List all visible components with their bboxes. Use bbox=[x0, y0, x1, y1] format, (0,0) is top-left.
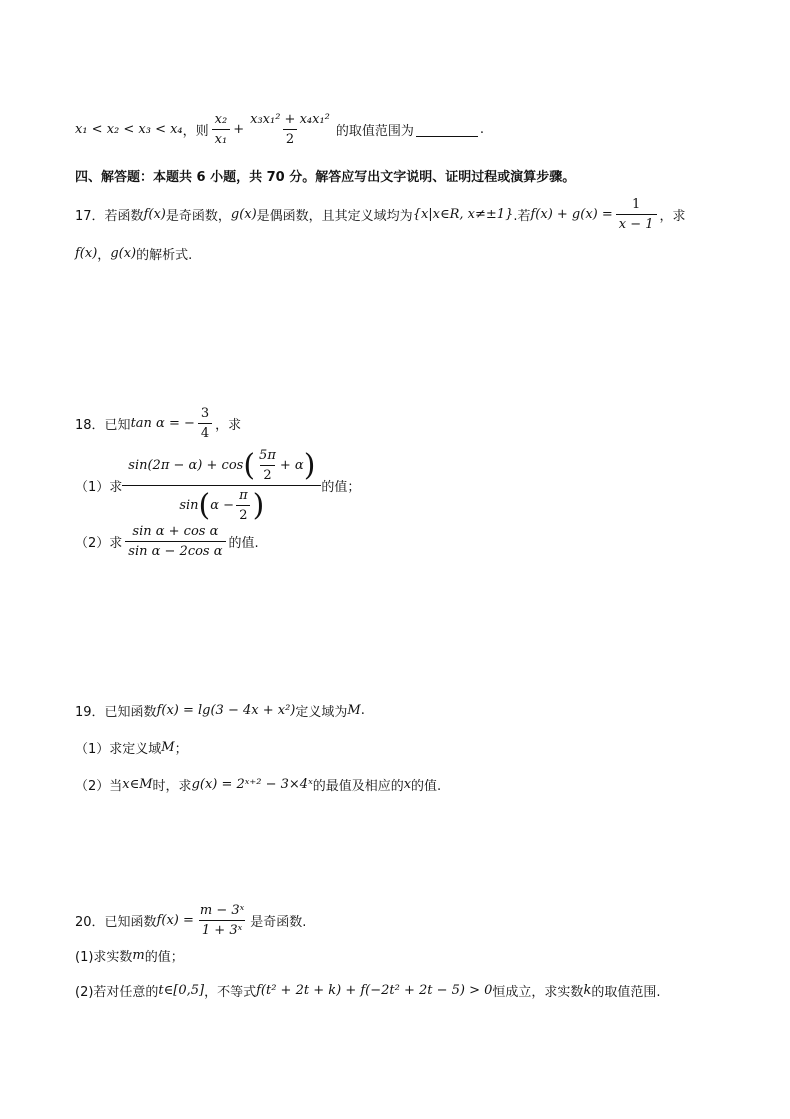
answer-blank bbox=[416, 123, 478, 137]
q20-p2-a: (2)若对任意的 bbox=[75, 985, 159, 1000]
q16-frac1-den: x₁ bbox=[212, 129, 231, 147]
q17-number: 17． bbox=[75, 209, 105, 224]
q18-tan-den: 4 bbox=[198, 423, 212, 441]
q19-p2-end: 的值. bbox=[411, 779, 442, 794]
q18-p2-fraction bbox=[125, 524, 225, 559]
q18-number: 18． bbox=[75, 418, 105, 433]
section-heading: 四、解答题：本题共 6 小题，共 70 分。解答应写出文字说明、证明过程或演算步骤。 bbox=[75, 170, 576, 185]
q16-plus: + bbox=[233, 122, 245, 137]
q19-func: f(x) = lg(3 − 4x + x²) bbox=[156, 703, 296, 718]
q18-p1-den-b: α − bbox=[210, 498, 235, 513]
q18-p1-numerator bbox=[122, 448, 321, 485]
right-paren: ) bbox=[303, 447, 316, 483]
q18-p1-end: 的值； bbox=[321, 480, 361, 495]
q20-p2-cond: t∈[0,5] bbox=[158, 983, 205, 998]
q16-frac2-den: 2 bbox=[283, 129, 297, 147]
q18-p2-den: sin α − 2cos α bbox=[125, 541, 225, 559]
q20-p2-k: k bbox=[583, 983, 592, 998]
q17-part-c: 是偶函数，且其定义域均为 bbox=[256, 209, 413, 224]
q20-p1-m: m bbox=[132, 948, 145, 963]
q19-p1: （1）求定义域 bbox=[75, 742, 162, 757]
q20-part-2 bbox=[75, 981, 660, 1000]
q17-line2-g: g(x) bbox=[110, 246, 137, 261]
left-paren: ( bbox=[243, 447, 256, 483]
q19-line-1 bbox=[75, 701, 365, 720]
q17-f: f(x) bbox=[143, 207, 166, 222]
q17-part-a: 若函数 bbox=[104, 209, 144, 224]
q17-line-1 bbox=[75, 197, 686, 232]
q18-tan: tan α = − bbox=[130, 416, 195, 431]
q16-tail bbox=[75, 112, 484, 147]
q20-p2-b: ，不等式 bbox=[204, 985, 257, 1000]
q20-number: 20． bbox=[75, 915, 105, 930]
q18-p1-den-frac-num: π bbox=[239, 488, 248, 503]
left-paren: ( bbox=[198, 487, 211, 523]
q18-p1-den-frac-den: 2 bbox=[236, 505, 250, 523]
q19-p1-end: ； bbox=[174, 742, 188, 757]
q18-p1-denominator bbox=[122, 485, 321, 523]
q18-line-1 bbox=[75, 406, 241, 441]
q19-intro-end: 定义域为 bbox=[295, 705, 348, 720]
q18-p1-inner-frac bbox=[256, 448, 279, 483]
q17-eq-lhs: f(x) + g(x) = bbox=[530, 207, 613, 222]
q20-intro: 已知函数 bbox=[104, 915, 157, 930]
q19-M: M bbox=[347, 703, 361, 718]
q18-p1-num-tail: + α bbox=[279, 458, 304, 473]
q20-p2-ineq: f(t² + 2t + k) + f(−2t² + 2t − 5) > 0 bbox=[256, 983, 493, 998]
q18-part-2 bbox=[75, 524, 259, 559]
q20-frac-num: m − 3ˣ bbox=[199, 903, 245, 918]
q19-p2-c: 的最值及相应的 bbox=[312, 779, 404, 794]
q18-p2-end: 的值. bbox=[228, 536, 259, 551]
q16-then: ，则 bbox=[182, 124, 209, 139]
q18-tan-num: 3 bbox=[200, 406, 210, 421]
q20-fraction bbox=[197, 903, 247, 938]
q16-frac2-num: x₃x₁² + x₄x₁² bbox=[250, 112, 330, 127]
q19-dot: . bbox=[360, 703, 365, 718]
q20-frac-den: 1 + 3ˣ bbox=[199, 920, 245, 938]
q18-p1-fraction bbox=[122, 448, 321, 523]
q18-p1-den-a: sin bbox=[179, 498, 199, 513]
q17-frac-den: x − 1 bbox=[616, 214, 657, 232]
q17-part-e: ，求 bbox=[659, 209, 686, 224]
q16-condition: x₁ < x₂ < x₃ < x₄ bbox=[75, 122, 183, 137]
q20-intro-end: 是奇函数. bbox=[250, 915, 307, 930]
q18-p1-label: （1）求 bbox=[75, 480, 123, 495]
q17-line-2 bbox=[75, 244, 192, 263]
q17-domain: {x|x∈R, x≠±1} bbox=[412, 207, 514, 222]
q19-p1-M: M bbox=[161, 740, 175, 755]
q19-p2-x: x bbox=[403, 777, 412, 792]
q17-line2-sep: ， bbox=[97, 248, 111, 263]
q20-part-1 bbox=[75, 946, 184, 965]
q16-suffix: 的取值范围为 bbox=[335, 124, 414, 139]
q18-p1-inner-den: 2 bbox=[260, 465, 274, 483]
q19-part-2 bbox=[75, 775, 441, 794]
q17-line2-f: f(x) bbox=[75, 246, 98, 261]
q19-p2-b: 时，求 bbox=[152, 779, 192, 794]
q16-fraction-2 bbox=[247, 112, 333, 147]
q18-tan-fraction bbox=[198, 406, 212, 441]
q20-p1-end: 的值； bbox=[144, 950, 184, 965]
q20-f-lhs: f(x) = bbox=[156, 913, 194, 928]
q18-intro-end: ，求 bbox=[215, 418, 242, 433]
q19-p2-func: g(x) = 2ˣ⁺² − 3×4ˣ bbox=[191, 777, 313, 792]
q19-intro: 已知函数 bbox=[104, 705, 157, 720]
q16-end: . bbox=[479, 122, 485, 137]
q18-intro: 已知 bbox=[104, 418, 131, 433]
q16-fraction-1 bbox=[212, 112, 231, 147]
q17-g: g(x) bbox=[230, 207, 257, 222]
q19-p2-a: （2）当 bbox=[75, 779, 123, 794]
q17-line2-end: 的解析式. bbox=[136, 248, 193, 263]
q18-p2-num: sin α + cos α bbox=[132, 524, 219, 539]
q18-p1-den-frac bbox=[236, 488, 251, 523]
q19-p2-cond: x∈M bbox=[122, 777, 153, 792]
q20-p2-end: 的取值范围. bbox=[591, 985, 661, 1000]
q17-frac-num: 1 bbox=[631, 197, 641, 212]
q18-p1-inner-num: 5π bbox=[259, 448, 276, 463]
q19-part-1 bbox=[75, 738, 188, 757]
q20-line-1 bbox=[75, 903, 306, 938]
q17-fraction bbox=[616, 197, 657, 232]
q20-p1-a: (1)求实数 bbox=[75, 950, 133, 965]
q19-number: 19． bbox=[75, 705, 105, 720]
q16-frac1-num: x₂ bbox=[214, 112, 228, 127]
q18-p2-label: （2）求 bbox=[75, 536, 123, 551]
q17-part-b: 是奇函数， bbox=[165, 209, 231, 224]
q17-part-d: .若 bbox=[513, 209, 531, 224]
q18-p1-num-a: sin(2π − α) + cos bbox=[128, 458, 244, 473]
q20-p2-c: 恒成立，求实数 bbox=[492, 985, 584, 1000]
q18-part-1 bbox=[75, 448, 360, 523]
right-paren: ) bbox=[252, 487, 265, 523]
